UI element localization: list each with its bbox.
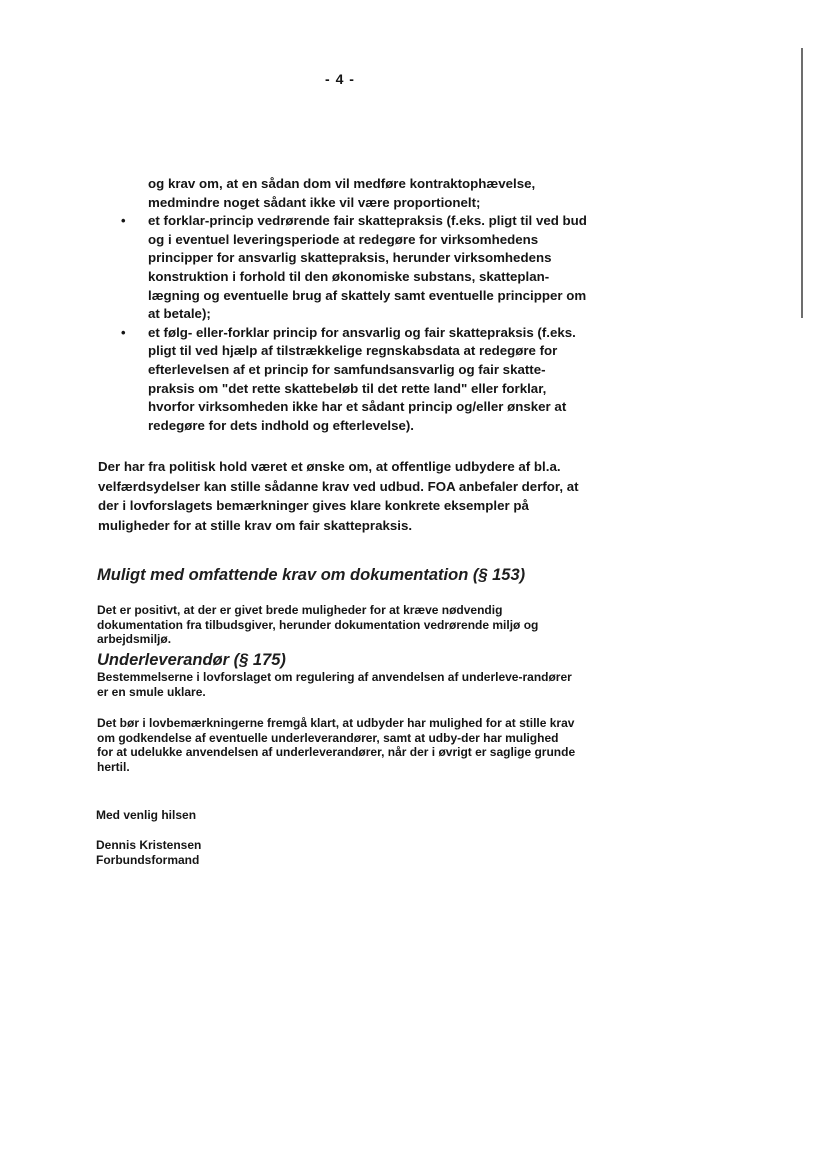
bullet-icon: • [121,213,126,229]
bullet-icon: • [121,324,126,340]
section-heading-dokumentation: Muligt med omfattende krav om dokumentation (§ 153) [97,566,526,584]
section-heading-underleverandor: Underleverandør (§ 175) [97,651,286,669]
bullet-list [121,175,588,435]
signature-name: Dennis Kristensen [96,838,202,852]
signature-greeting: Med venlig hilsen [96,808,197,822]
section-text-dokumentation: Det er positivt, at der er givet brede muligheder for at kræve nødvendig dokumentation fra tilbudsgiver, herunder dokumentation vedrørende miljø og arbejdsmiljø. [97,603,539,646]
list-item [121,324,588,436]
list-item-text: og krav om, at en sådan dom vil medføre kontraktophævelse, medmindre noget sådant ikke vil være proportionelt; [148,176,536,210]
list-item [121,212,588,324]
list-item-text: et forklar-princip vedrørende fair skattepraksis (f.eks. pligt til ved bud og i eventuel leveringsperiode at redegøre for virksomhedens principper for ansvarlig skattepraksis, herunder virksomhedens konstruktion i forhold til den økonomiske substans, skatteplan-lægning og eventuelle brug af skattely samt eventuelle principper om at betale); [148,213,587,322]
page-number: - 4 - [325,71,355,87]
list-item [148,175,588,212]
paragraph-skattepraksis: Der har fra politisk hold været et ønske om, at offentlige udbydere af bl.a. velfærdsydelser kan stille sådanne krav ved udbud. FOA anbefaler derfor, at der i lovforslagets bemærkninger gives klare konkrete eksempler på muligheder for at stille krav om fair skattepraksis. [98,459,579,533]
list-item-text: et følg- eller-forklar princip for ansvarlig og fair skattepraksis (f.eks. pligt til ved hjælp af tilstrækkelige regnskabsdata at redegøre for efterlevelsen af et princip for samfundsansvarlig og fair skatte-praksis om "det rette skattebeløb til det rette land" eller forklar, hvorfor virksomheden ikke har et sådant princip og/eller ønsker at redegøre for dets indhold og efterlevelse). [148,324,576,433]
scan-edge-line [801,48,803,318]
section-text-underleverandor-1: Bestemmelserne i lovforslaget om regulering af anvendelsen af underleve-randører er en smule uklare. [97,670,572,699]
section-text-underleverandor-2: Det bør i lovbemærkningerne fremgå klart, at udbyder har mulighed for at stille krav om godkendelse af eventuelle underleverandører, samt at udby-der har mulighed for at udelukke anvendelsen af underleverandører, når der i øvrigt er saglige grunde hertil. [97,716,576,774]
signature-title: Forbundsformand [96,853,200,867]
